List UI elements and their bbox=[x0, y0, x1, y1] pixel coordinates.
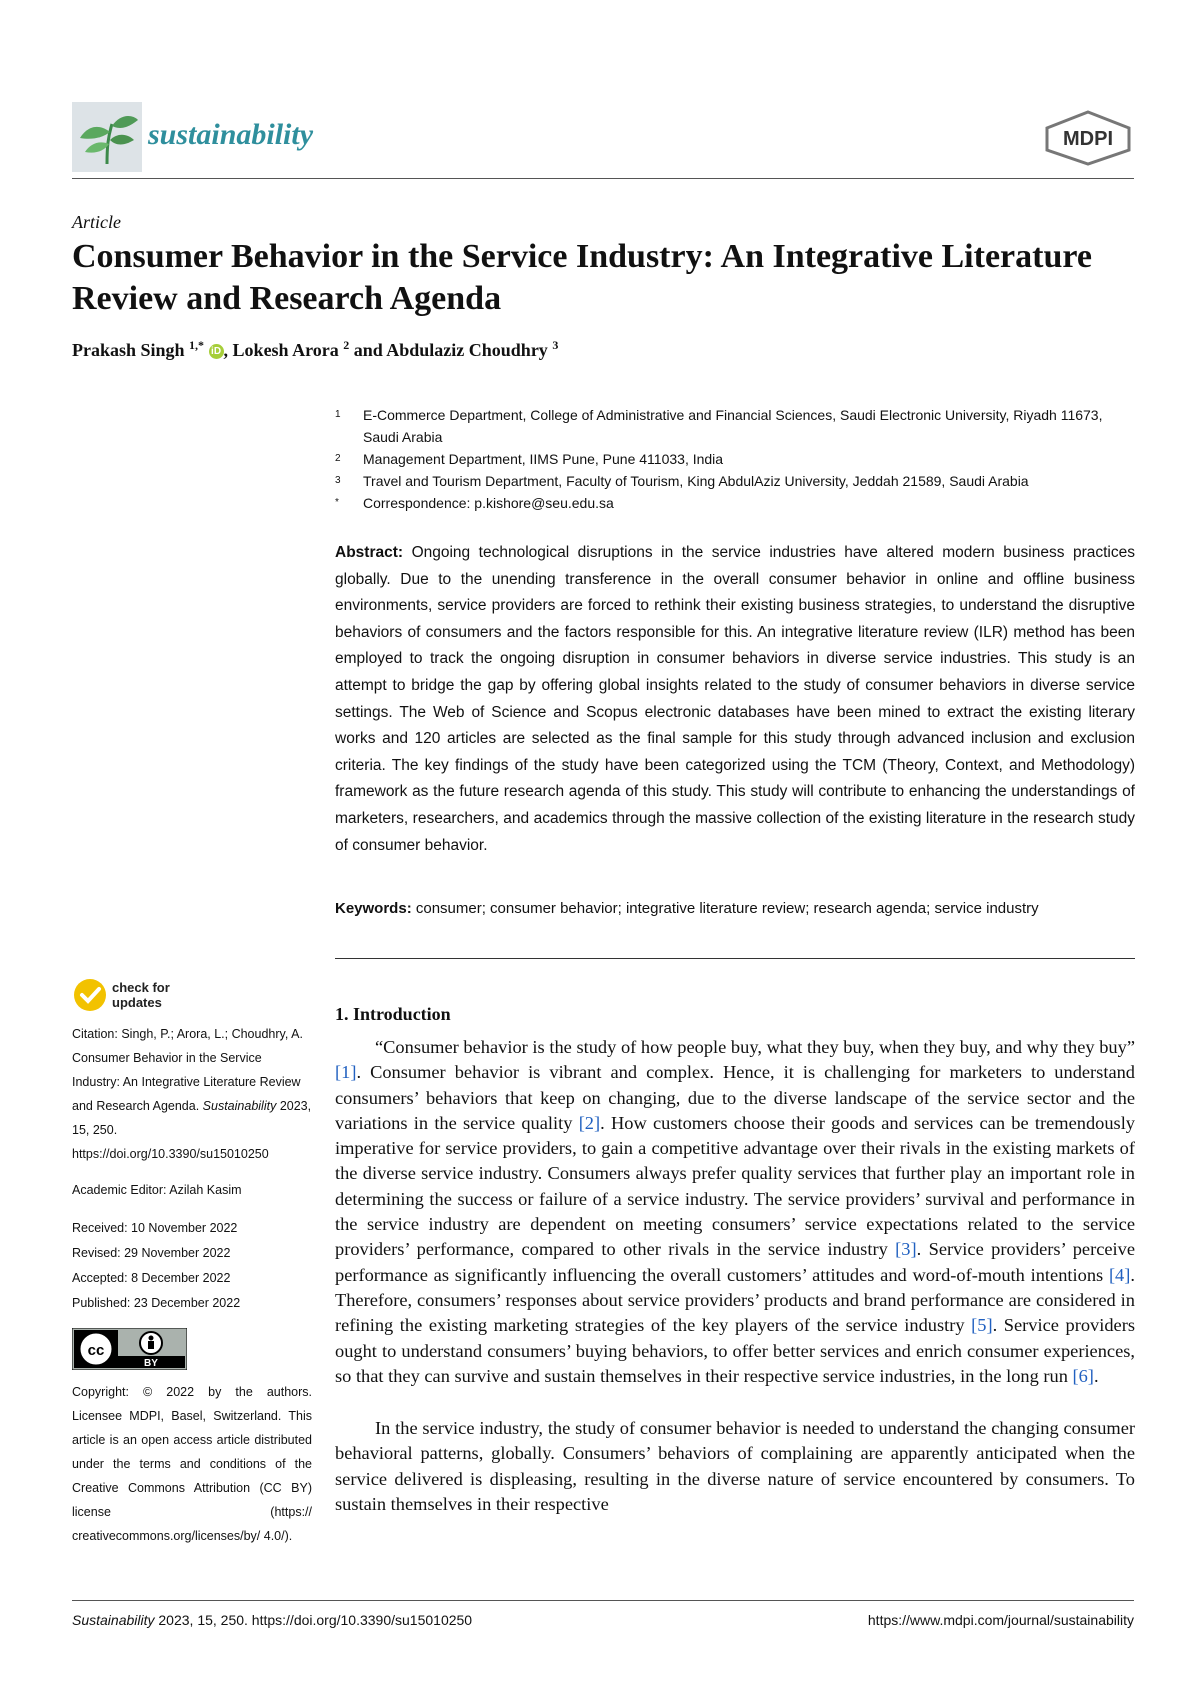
citation-reference-link[interactable]: [5] bbox=[971, 1315, 993, 1336]
affiliation-mark: 3 bbox=[335, 475, 341, 486]
footer-divider bbox=[72, 1600, 1134, 1601]
paragraph-text: . bbox=[1093, 1365, 1099, 1386]
abstract-label: Abstract: bbox=[335, 544, 404, 561]
affiliations bbox=[335, 404, 1135, 514]
revised-date: Revised: 29 November 2022 bbox=[72, 1246, 231, 1260]
affiliation-text: Travel and Tourism Department, Faculty of Tourism, King AbdulAziz University, Jeddah 21589, Saudi Arabia bbox=[363, 473, 1029, 489]
abstract-divider bbox=[335, 958, 1135, 959]
cc-by-license-badge[interactable] bbox=[72, 1328, 187, 1375]
author-name: Prakash Singh bbox=[72, 340, 185, 360]
journal-logo bbox=[72, 102, 142, 172]
footer-journal: Sustainability bbox=[72, 1612, 155, 1628]
affiliation-item bbox=[335, 448, 1135, 470]
citation-journal: Sustainability bbox=[202, 1099, 277, 1113]
header-divider bbox=[72, 178, 1134, 179]
author-superscript: 2 bbox=[343, 338, 350, 352]
paragraph-text: . Consumer behavior is vibrant and complex. Hence, it is challenging for marketers to understand consumers’ behaviors that keep on changing, due to the diverse landscape of the service sector and the variations in the service quality bbox=[335, 1062, 1135, 1133]
intro-paragraph-1 bbox=[335, 1035, 1135, 1389]
paragraph-text: . How customers choose their goods and services can be tremendously imperative for service providers, to gain a competitive advantage over their rivals in the existing markets of the diverse service industry. Consumers always prefer quality services that further play an important role in determining the success or failure of a service industry. The service providers’ survival and performance in the service industry are dependent on meeting consumers’ service expectations related to the service providers’ performance, compared to other rivals in the service industry bbox=[335, 1112, 1135, 1260]
orcid-icon[interactable]: iD bbox=[209, 344, 224, 359]
affiliation-item bbox=[335, 492, 1135, 514]
plant-icon bbox=[72, 102, 142, 172]
author-superscript: 3 bbox=[552, 338, 559, 352]
author-separator: and bbox=[349, 340, 387, 360]
citation-reference-link[interactable]: [3] bbox=[895, 1239, 917, 1260]
citation-reference-link[interactable]: [4] bbox=[1108, 1264, 1131, 1285]
author-name: Lokesh Arora bbox=[232, 340, 339, 360]
paragraph-text: . Therefore, consumers’ responses about service providers’ products and brand performance are considered in refining the existing marketing strategies of the key players of the service industry bbox=[335, 1264, 1135, 1336]
affiliation-item bbox=[335, 404, 1135, 448]
footer-journal-url[interactable]: https://www.mdpi.com/journal/sustainability bbox=[867, 1612, 1134, 1628]
affiliation-item bbox=[335, 470, 1135, 492]
check-icon bbox=[74, 979, 106, 1011]
citation-block bbox=[72, 1022, 312, 1166]
section-heading: 1. Introduction bbox=[335, 1004, 451, 1024]
author-separator: , bbox=[223, 340, 233, 360]
correspondence-email[interactable]: Correspondence: p.kishore@seu.edu.sa bbox=[363, 495, 614, 511]
author-name: Abdulaziz Choudhry bbox=[386, 340, 548, 360]
paragraph-text: . Service providers ought to understand consumers’ buying behaviors, to offer better services and enrich consumer experiences, so that they can survive and sustain themselves in their respective service industries, in the long run bbox=[335, 1315, 1135, 1386]
citation-reference-link[interactable]: [6] bbox=[1072, 1365, 1094, 1386]
received-date: Received: 10 November 2022 bbox=[72, 1221, 238, 1235]
updates-text: updates bbox=[112, 995, 162, 1010]
abstract-text: Ongoing technological disruptions in the service industries have altered modern business practices globally. Due to the unending transference in the overall consumer behavior in online and offline business environments, service providers are forced to rethink their existing business strategies, to understand the disruptive behaviors of consumers and the factors responsible for this. An integrative literature review (ILR) method has been employed to track the ongoing disruption in consumer behaviors in diverse service industries. This study is an attempt to bridge the gap by offering global insights related to the study of consumer behaviors in diverse service settings. The Web of Science and Scopus electronic databases have been mined to extract the existing literary works and 120 articles are selected as the final sample for this study through advanced inclusion and exclusion criteria. The key findings of the study have been categorized using the TCM (Theory, Context, and Methodology) framework as the future research agenda of this study. This study will contribute to enhancing the understandings of marketers, researchers, and academics through the massive collection of the existing literature in the research study of consumer behavior. bbox=[335, 544, 1135, 854]
intro-paragraph-2: In the service industry, the study of consumer behavior is needed to understand the changing consumer behavioral patterns, globally. Consumers’ behaviors of complaining are apparently anticipated when the service delivered is displeasing, resulting in the diverse nature of service encountered by consumers. To sustain themselves in their respective bbox=[335, 1418, 1135, 1514]
author-list bbox=[72, 338, 558, 361]
affiliation-text: E-Commerce Department, College of Administrative and Financial Sciences, Saudi Electronic University, Riyadh 11673, Saudi Arabia bbox=[363, 407, 1103, 445]
citation-reference-link[interactable]: [2] bbox=[578, 1112, 601, 1133]
affiliation-mark: * bbox=[335, 497, 339, 508]
mdpi-logo bbox=[1043, 110, 1133, 171]
footer-citation bbox=[72, 1612, 472, 1628]
keywords bbox=[335, 900, 1135, 917]
affiliation-mark: 1 bbox=[335, 409, 341, 420]
abstract bbox=[335, 540, 1135, 859]
article-title: Consumer Behavior in the Service Industry: An Integrative Literature Review and Research Agenda bbox=[72, 238, 1092, 317]
keywords-text: consumer; consumer behavior; integrative literature review; research agenda; service industry bbox=[415, 900, 1039, 917]
mdpi-logo-text: MDPI bbox=[1063, 128, 1113, 150]
svg-text:cc: cc bbox=[87, 1342, 105, 1359]
published-date: Published: 23 December 2022 bbox=[72, 1296, 241, 1310]
copyright-notice: Copyright: © 2022 by the authors. Licensee MDPI, Basel, Switzerland. This article is an open access article distributed under the terms and conditions of the Creative Commons Attribution (CC BY) license (https:// creativecommons.org/licenses/by/ 4.0/). bbox=[72, 1385, 312, 1543]
article-type: Article bbox=[72, 212, 121, 232]
citation-reference-link[interactable]: [1] bbox=[335, 1062, 357, 1083]
citation-doi[interactable]: 2023, 15, 250. https://doi.org/10.3390/su15010250 bbox=[72, 1099, 312, 1161]
affiliation-text: Management Department, IIMS Pune, Pune 411033, India bbox=[363, 451, 724, 467]
citation-text: Citation: Singh, P.; Arora, L.; Choudhry, A. Consumer Behavior in the Service Industry: An Integrative Literature Review and Research Agenda. bbox=[72, 1027, 303, 1113]
paragraph-text: . Service providers’ perceive performance as significantly influencing the overall customers’ attitudes and word-of-mouth intentions bbox=[335, 1239, 1135, 1285]
license-badge-text: BY bbox=[144, 1358, 158, 1369]
keywords-label: Keywords: bbox=[335, 900, 412, 917]
author-superscript: 1,* bbox=[189, 338, 205, 352]
affiliation-mark: 2 bbox=[335, 453, 341, 464]
academic-editor: Academic Editor: Azilah Kasim bbox=[72, 1183, 242, 1197]
paragraph-text: “Consumer behavior is the study of how people buy, what they buy, when they buy, and why they buy” bbox=[375, 1037, 1135, 1057]
check-for-text: check for bbox=[112, 980, 170, 995]
footer-citation-text[interactable]: 2023, 15, 250. https://doi.org/10.3390/su15010250 bbox=[158, 1612, 473, 1628]
accepted-date: Accepted: 8 December 2022 bbox=[72, 1271, 231, 1285]
check-for-updates-button[interactable] bbox=[72, 975, 192, 1020]
journal-name: sustainability bbox=[148, 118, 314, 151]
